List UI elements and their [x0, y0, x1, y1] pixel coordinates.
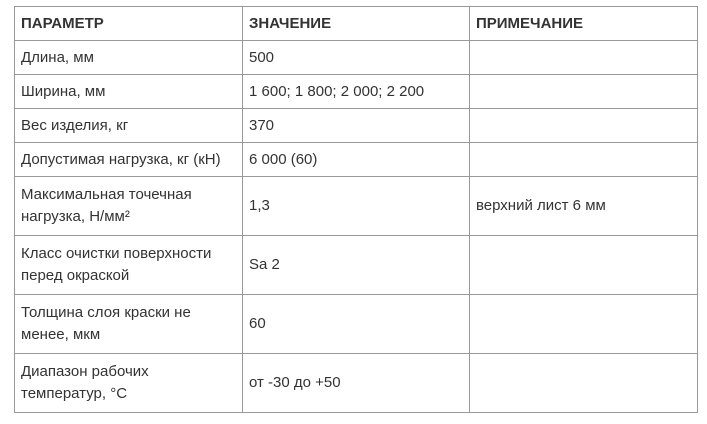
note-cell: [469, 295, 697, 354]
table-row: [15, 236, 698, 295]
value-cell: 60: [243, 295, 470, 354]
param-cell: Толщина слоя краски не менее, мкм: [15, 295, 243, 354]
spec-table: [14, 6, 698, 413]
param-cell: Вес изделия, кг: [15, 109, 243, 143]
header-param: ПАРАМЕТР: [15, 7, 243, 41]
value-cell: 370: [243, 109, 470, 143]
param-cell: Длина, мм: [15, 41, 243, 75]
table-row: [15, 41, 698, 75]
table-row: [15, 109, 698, 143]
table-header-row: [15, 7, 698, 41]
value-cell: 500: [243, 41, 470, 75]
value-cell: 6 000 (60): [243, 143, 470, 177]
table-row: [15, 143, 698, 177]
note-cell: [469, 41, 697, 75]
value-cell: 1 600; 1 800; 2 000; 2 200: [243, 75, 470, 109]
param-cell: Максимальная точечная нагрузка, Н/мм²: [15, 177, 243, 236]
note-cell: [469, 75, 697, 109]
header-value: ЗНАЧЕНИЕ: [243, 7, 470, 41]
param-cell: Допустимая нагрузка, кг (кН): [15, 143, 243, 177]
note-cell: [469, 236, 697, 295]
value-cell: 1,3: [243, 177, 470, 236]
param-cell: Ширина, мм: [15, 75, 243, 109]
note-cell: [469, 109, 697, 143]
value-cell: от -30 до +50: [243, 354, 470, 413]
table-row: [15, 354, 698, 413]
value-cell: Sa 2: [243, 236, 470, 295]
note-cell: [469, 143, 697, 177]
param-cell: Класс очистки поверхности перед окраской: [15, 236, 243, 295]
table-row: [15, 177, 698, 236]
table-row: [15, 295, 698, 354]
note-cell: верхний лист 6 мм: [469, 177, 697, 236]
note-cell: [469, 354, 697, 413]
header-note: ПРИМЕЧАНИЕ: [469, 7, 697, 41]
table-row: [15, 75, 698, 109]
param-cell: Диапазон рабочих температур, °С: [15, 354, 243, 413]
